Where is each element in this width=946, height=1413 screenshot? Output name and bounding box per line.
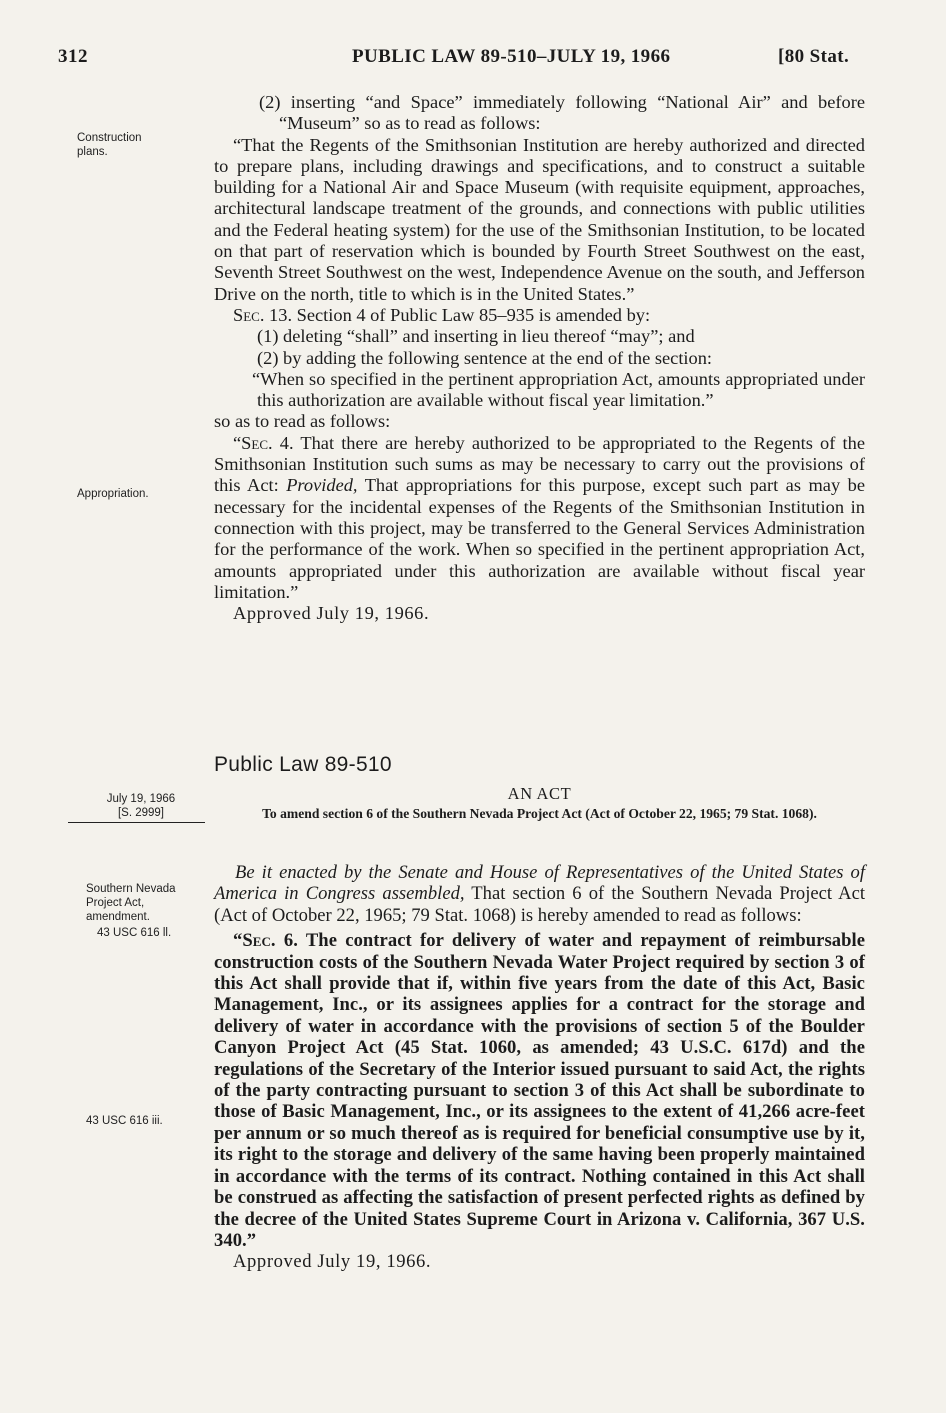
act-subtitle: To amend section 6 of the Southern Nevada Project Act (Act of October 22, 1965; 79 Stat. 1068). bbox=[262, 806, 817, 821]
margin-note-line: Southern Nevada bbox=[86, 883, 176, 895]
sec13-intro bbox=[214, 305, 865, 326]
margin-note-appropriation: Appropriation. bbox=[77, 488, 149, 500]
margin-note-usc-616iii: 43 USC 616 iii. bbox=[86, 1115, 163, 1127]
margin-note-line: July 19, 1966 bbox=[106, 793, 176, 805]
sec-label: Sec. bbox=[233, 304, 265, 325]
enacting-clause bbox=[214, 862, 865, 926]
page-number: 312 bbox=[58, 46, 88, 67]
approved-line-2: Approved July 19, 1966. bbox=[233, 1251, 432, 1273]
museum-quote: “That the Regents of the Smithsonian Institution are hereby authorized and directed to prepare plans, including drawings and specifications, and to construct a suitable building for a National Air and Space Museum (with requisite equipment, approaches, architectural landscape treatment of the grounds, and connections with public utilities and the Federal heating system) for the use of the Smithsonian Institution, to be located on that part of reservation which is bounded by Fourth Street Southwest on the east, Seventh Street Southwest on the west, Independence Avenue on the south, and Jefferson Drive on the north, title to which is in the United States.” bbox=[214, 134, 865, 304]
public-law-body bbox=[214, 862, 865, 1273]
margin-note-southern-nevada bbox=[86, 882, 176, 924]
section-one-body bbox=[214, 92, 865, 624]
so-as-line: so as to read as follows: bbox=[214, 411, 391, 432]
margin-note-construction-plans bbox=[77, 131, 142, 159]
an-act-heading: AN ACT bbox=[507, 784, 572, 803]
provided-italic: Provided, bbox=[286, 475, 358, 496]
margin-note-usc-616ll: 43 USC 616 ll. bbox=[97, 927, 172, 939]
enacting-rest: That section 6 of the Southern Nevada Project Act (Act of October 22, 1965; 79 Stat. 1068) is hereby amended to read as follows: bbox=[214, 883, 865, 926]
margin-divider bbox=[68, 822, 205, 823]
sec13-text: 13. Section 4 of Public Law 85–935 is amended by: bbox=[269, 304, 651, 325]
running-header-title: PUBLIC LAW 89-510–JULY 19, 1966 bbox=[352, 46, 671, 67]
sec-label: Sec. bbox=[241, 432, 273, 453]
sec13-item-1: (1) deleting “shall” and inserting in lieu thereof “may”; and bbox=[257, 326, 695, 347]
amendment-item-2: (2) inserting “and Space” immediately following “National Air” and before “Museum” so as to read as follows: bbox=[259, 92, 865, 134]
sec6-body: 6. The contract for delivery of water and repayment of reimbursable construction costs of the Southern Nevada Water Project required by section 3 of this Act shall provide that if, within five years from the date of this Act, Basic Management, Inc., or its assignees applies for a contract for the storage and delivery of water in accordance with the provisions of section 5 of the Boulder Canyon Project Act (45 Stat. 1060, as amended; 43 U.S.C. 617d) and the regulations of the Secretary of the Interior issued pursuant to said Act, the rights of the party contracting pursuant to section 3 of this Act shall be subordinate to those of Basic Management, Inc., or its assignees to the extent of 41,266 acre-feet per annum or so much thereof as is required for beneficial consumptive use by it, its right to the storage and delivery of the same having been properly maintained in accordance with the terms of its contract. Nothing contained in this Act shall be construed as affecting the satisfaction of present perfected rights as defined by the decree of the United States Supreme Court in Arizona v. California, 367 U.S. 340.” bbox=[214, 930, 865, 1251]
margin-note-line: [S. 2999] bbox=[117, 807, 165, 819]
sec-label: Sec. bbox=[242, 930, 276, 952]
open-quote: “ bbox=[233, 432, 242, 453]
sec6-text bbox=[214, 930, 865, 1251]
sec13-quote: “When so specified in the pertinent appropriation Act, amounts appropriated under this authorization are available without fiscal year limitation.” bbox=[252, 368, 865, 411]
margin-note-line: Project Act, bbox=[86, 897, 145, 909]
public-law-title: Public Law 89-510 bbox=[214, 753, 392, 776]
sec13-item-2: (2) by adding the following sentence at the end of the section: bbox=[257, 347, 713, 368]
sec4-quote bbox=[214, 433, 865, 603]
margin-note-line: plans. bbox=[77, 146, 108, 158]
enacting-italic: Be it enacted by the Senate and House of Representatives of the United States of America in Congress assembled, bbox=[214, 862, 865, 905]
open-quote: “ bbox=[233, 930, 243, 952]
sec4-text-b: That appropriations for this purpose, except such part as may be necessary for the incidental expenses of the Regents of the Smithsonian Institution in connection with this project, may be transferred to the General Services Administration for the performance of the work. When so specified in the pertinent appropriation Act, amounts appropriated under this authorization are available without fiscal year limitation.” bbox=[214, 475, 865, 602]
margin-note-date bbox=[86, 792, 196, 820]
margin-note-line: amendment. bbox=[86, 911, 150, 923]
approved-line-1: Approved July 19, 1966. bbox=[233, 603, 430, 624]
running-header-stat: [80 Stat. bbox=[778, 46, 850, 67]
margin-note-line: Construction bbox=[77, 132, 142, 144]
sec4-text-a: 4. That there are hereby authorized to be appropriated to the Regents of the Smithsonian Institution such sums as may be necessary to carry out the provisions of this Act: bbox=[214, 432, 865, 496]
